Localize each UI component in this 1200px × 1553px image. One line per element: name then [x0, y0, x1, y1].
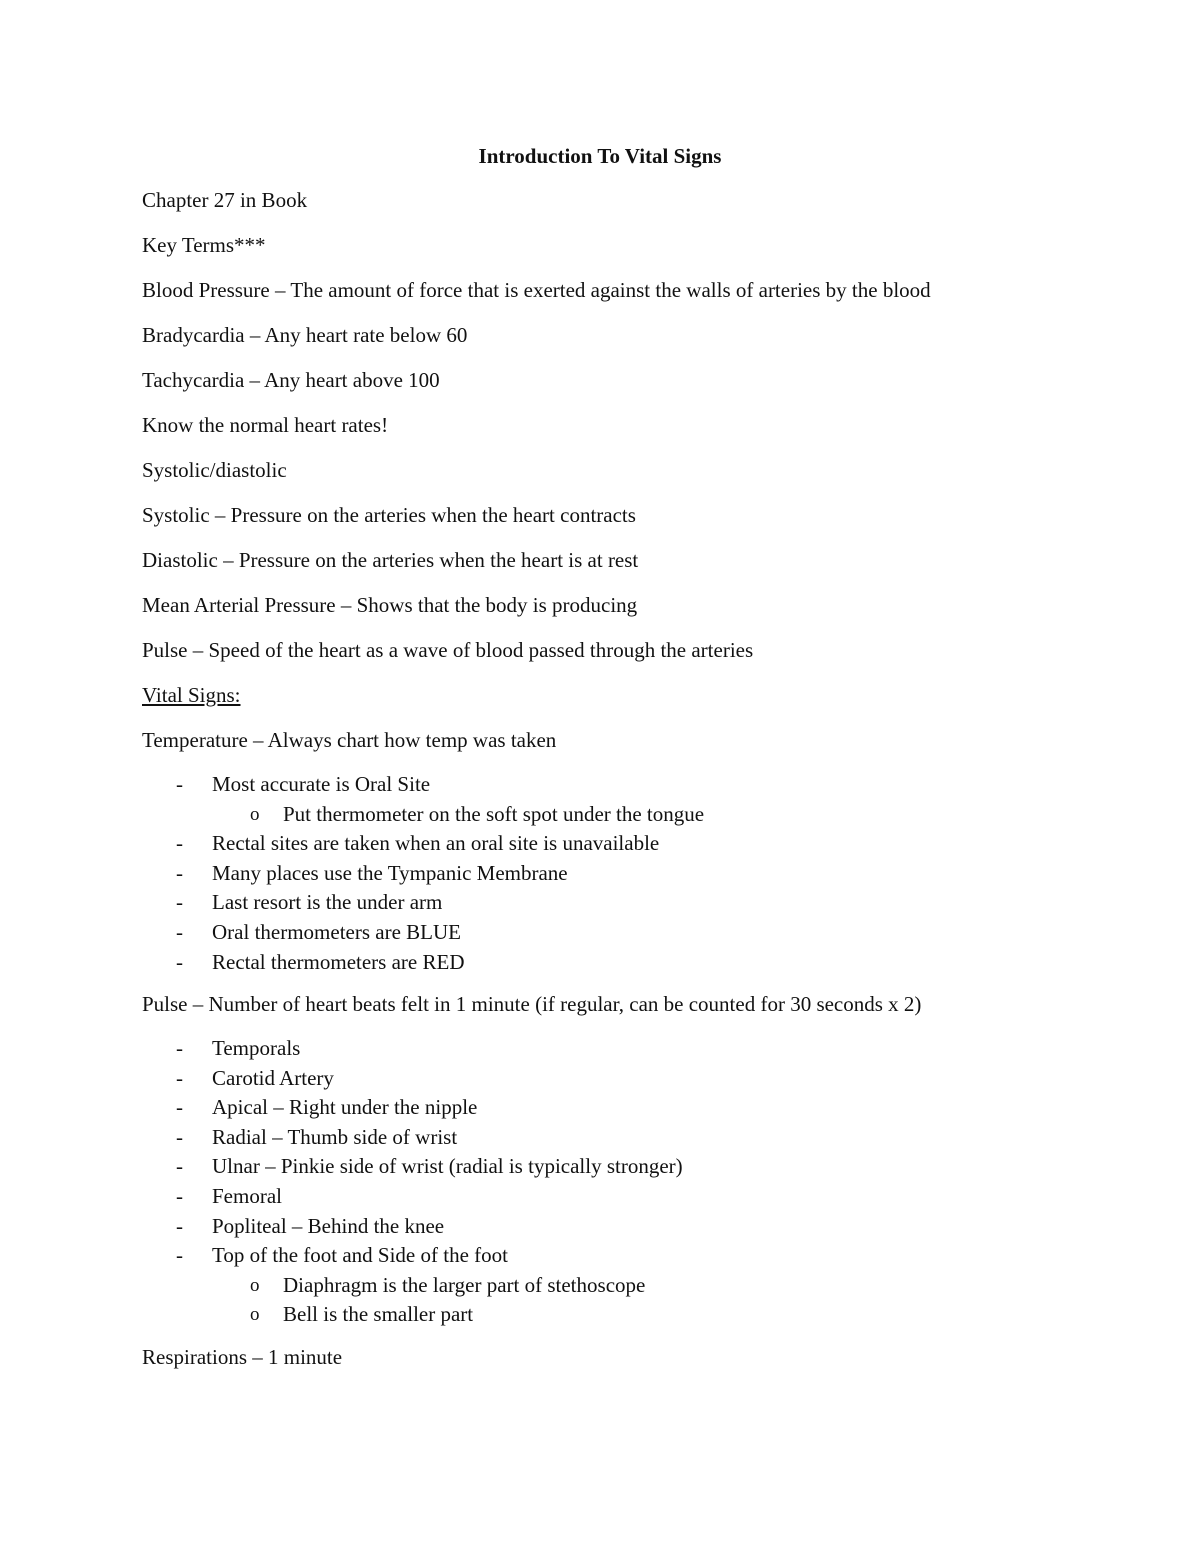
pulse-list — [0, 1034, 1200, 1330]
key-terms-label: Key Terms*** — [142, 233, 266, 257]
dash-bullet: - — [176, 890, 183, 915]
list-item-text: Many places use the Tympanic Membrane — [212, 860, 568, 885]
list-item — [0, 888, 1200, 918]
sub-list-item — [0, 1271, 1200, 1301]
definition-mean-arterial-pressure: Mean Arterial Pressure – Shows that the body is producing — [142, 593, 638, 617]
list-item-text: Radial – Thumb side of wrist — [212, 1124, 458, 1149]
list-item-text: Carotid Artery — [212, 1065, 334, 1090]
list-item-text: Popliteal – Behind the knee — [212, 1213, 445, 1238]
list-item-text: Oral thermometers are BLUE — [212, 919, 461, 944]
list-item — [0, 1123, 1200, 1153]
sub-list-item — [0, 800, 1200, 830]
temperature-heading: Temperature – Always chart how temp was taken — [142, 728, 557, 752]
label-systolic-diastolic: Systolic/diastolic — [142, 458, 287, 482]
definition-bradycardia: Bradycardia – Any heart rate below 60 — [142, 323, 468, 347]
dash-bullet: - — [176, 1036, 183, 1060]
sub-list-item-text: Bell is the smaller part — [283, 1302, 474, 1327]
dash-bullet: - — [176, 1213, 183, 1238]
dash-bullet: - — [176, 1154, 183, 1179]
definition-tachycardia: Tachycardia – Any heart above 100 — [142, 368, 440, 392]
list-item-text: Rectal sites are taken when an oral site is unavailable — [212, 831, 660, 856]
dash-bullet: - — [176, 1124, 183, 1149]
dash-bullet: - — [176, 1065, 183, 1090]
dash-bullet: - — [176, 1095, 183, 1120]
list-item — [0, 770, 1200, 800]
list-item — [0, 918, 1200, 948]
vital-signs-heading: Vital Signs: — [142, 683, 241, 707]
list-item-text: Temporals — [212, 1036, 301, 1060]
definition-diastolic: Diastolic – Pressure on the arteries when the heart is at rest — [142, 548, 639, 572]
temperature-list — [0, 770, 1200, 977]
document-title: Introduction To Vital Signs — [478, 144, 722, 168]
list-item-text: Ulnar – Pinkie side of wrist (radial is typically stronger) — [212, 1154, 683, 1179]
sub-list-item — [0, 1300, 1200, 1330]
definition-blood-pressure: Blood Pressure – The amount of force that is exerted against the walls of arteries by the blood — [142, 278, 931, 302]
sub-list-item-text: Put thermometer on the soft spot under the tongue — [283, 801, 705, 826]
circle-bullet: o — [250, 1304, 260, 1326]
list-item — [0, 948, 1200, 978]
definition-systolic: Systolic – Pressure on the arteries when the heart contracts — [142, 503, 636, 527]
list-item — [0, 1034, 1200, 1064]
list-item-text: Femoral — [212, 1183, 282, 1208]
dash-bullet: - — [176, 949, 183, 974]
list-item-text: Apical – Right under the nipple — [212, 1095, 478, 1120]
list-item — [0, 829, 1200, 859]
circle-bullet: o — [250, 803, 260, 825]
list-item — [0, 1182, 1200, 1212]
list-item-text: Rectal thermometers are RED — [212, 949, 465, 974]
list-item — [0, 1064, 1200, 1094]
dash-bullet: - — [176, 772, 183, 796]
list-item-text: Last resort is the under arm — [212, 890, 443, 915]
dash-bullet: - — [176, 860, 183, 885]
dash-bullet: - — [176, 831, 183, 856]
dash-bullet: - — [176, 1183, 183, 1208]
definition-pulse: Pulse – Speed of the heart as a wave of blood passed through the arteries — [142, 638, 754, 662]
dash-bullet: - — [176, 919, 183, 944]
chapter-reference: Chapter 27 in Book — [142, 188, 308, 212]
dash-bullet: - — [176, 1243, 183, 1268]
respirations-line: Respirations – 1 minute — [142, 1345, 343, 1369]
sub-list-item-text: Diaphragm is the larger part of stethoscope — [283, 1272, 646, 1297]
list-item — [0, 859, 1200, 889]
list-item — [0, 1093, 1200, 1123]
list-item — [0, 1152, 1200, 1182]
list-item — [0, 1241, 1200, 1271]
list-item-text: Top of the foot and Side of the foot — [212, 1243, 508, 1268]
note-normal-heart-rates: Know the normal heart rates! — [142, 413, 389, 437]
list-item-text: Most accurate is Oral Site — [212, 772, 431, 796]
circle-bullet: o — [250, 1274, 260, 1296]
list-item — [0, 1212, 1200, 1242]
pulse-heading: Pulse – Number of heart beats felt in 1 minute (if regular, can be counted for 30 seconds x 2) — [142, 992, 922, 1016]
